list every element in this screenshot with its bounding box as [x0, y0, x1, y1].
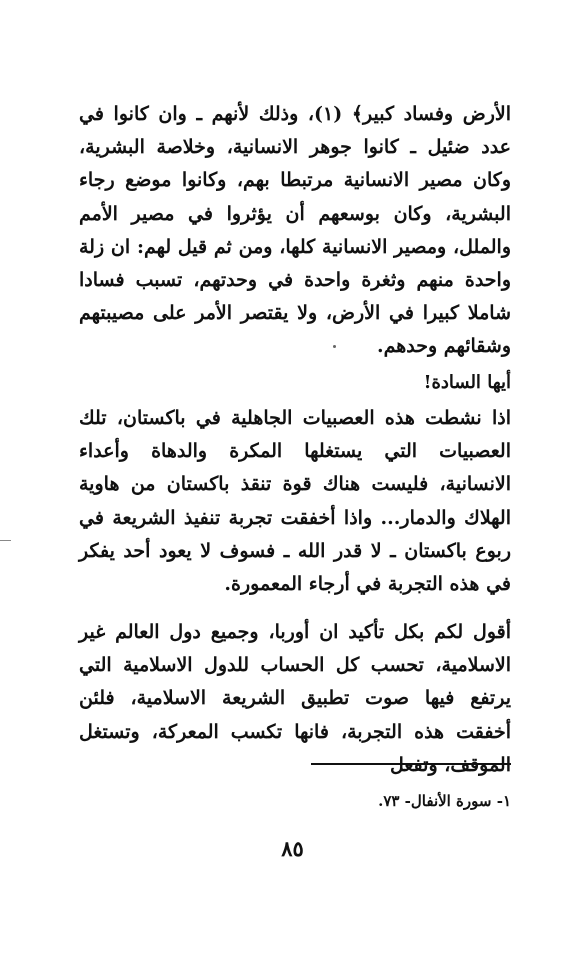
footnote-separator: [311, 763, 511, 765]
paragraph-3: أقول لكم بكل تأكيد ان أوربا، وجميع دول العالم غير الاسلامية، تحسب كل الحساب للدول الاسلامية التي يرتفع فيها صوت تطبيق الشريعة الاسلامية، فلئن أخفقت هذه التجربة، فانها تكسب المعركة، وتستغل: [79, 621, 511, 743]
section-address-heading: أيها السادة!: [423, 372, 511, 393]
scan-edge-mark: [0, 540, 11, 541]
paragraph-1: الأرض وفساد كبير﴾ (١)، وذلك لأنهم ـ وان كانوا في عدد ضئيل ـ كانوا جوهر الانسانية، وخلاصة البشرية، وكان مصير الانسانية مرتبطا بهم، وكانوا موضع رجاء البشرية، وكان بوسعهم أن يؤثروا في مصير الأمم والملل، ومصير الانسانية كلها، ومن ثم قيل لهم: ان زلة واحدة منهم وثغرة واحدة في وحدتهم، تسبب فسادا شاملا كبيرا في الأرض، ولا يقتصر الأمر على مصيبتهم وشقائهم وحدهم.: [79, 103, 511, 358]
footnote: ١- سورة الأنفال- ٧٣.: [378, 792, 511, 810]
paragraph-2: اذا نشطت هذه العصبيات الجاهلية في باكستان، تلك العصبيات التي يستغلها المكرة والدهاة وأعداء الانسانية، فليست هناك قوة تنقذ باكستان من هاوية الهلاك والدمار... واذا أخفقت تجربة تنفيذ الشريعة في ربوع باكستان ـ لا قدر الله ـ فسوف لا يعود أحد يفكر في هذه التجربة في أرجاء المعمورة.: [79, 407, 511, 596]
ink-dot: [333, 345, 336, 348]
page-number: ٨٥: [281, 836, 304, 861]
